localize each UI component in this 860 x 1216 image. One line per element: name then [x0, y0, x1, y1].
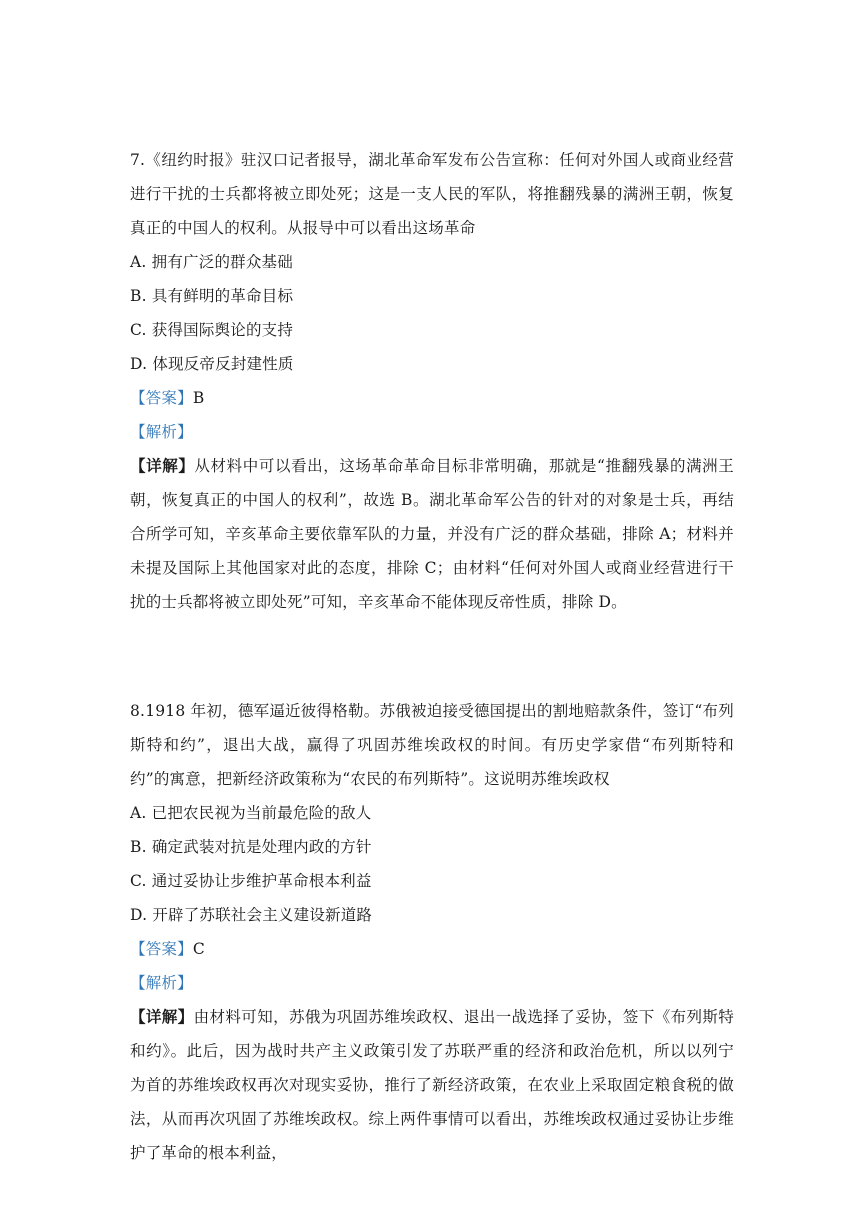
question-8-stem: 8.1918 年初，德军逼近彼得格勒。苏俄被迫接受德国提出的割地赔款条件，签订“布列斯特和约”，退出大战，赢得了巩固苏维埃政权的时间。有历史学家借“布列斯特和约”的寓意，把新经济政策称为“农民的布列斯特”。这说明苏维埃政权 — [130, 702, 734, 788]
question-7-option-c: C. 获得国际舆论的支持 — [130, 321, 294, 339]
answer-value: B — [192, 389, 205, 407]
document-page — [130, 143, 734, 1170]
question-8 — [130, 694, 734, 1170]
question-8-detail — [130, 1000, 734, 1170]
analysis-tag: 【解析】 — [130, 974, 193, 992]
question-7-stem: 7.《纽约时报》驻汉口记者报导，湖北革命军发布公告宣称：任何对外国人或商业经营进行干扰的士兵都将被立即处死；这是一支人民的军队，将推翻残暴的满洲王朝，恢复真正的中国人的权利。从报导中可以看出这场革命 — [130, 151, 734, 237]
question-7-detail — [130, 449, 734, 619]
question-gap — [130, 619, 734, 694]
question-7-option-a: A. 拥有广泛的群众基础 — [130, 253, 293, 271]
question-7-answer — [130, 381, 734, 415]
question-7-option-b: B. 具有鲜明的革命目标 — [130, 287, 294, 305]
analysis-tag: 【解析】 — [130, 423, 193, 441]
detail-text: 从材料中可以看出，这场革命革命目标非常明确，那就是“推翻残暴的满洲王朝，恢复真正的中国人的权利”，故选 B。湖北革命军公告的针对的对象是士兵，再结合所学可知，辛亥革命主要依靠军队的力量，并没有广泛的群众基础，排除 A；材料并未提及国际上其他国家对此的态度，排除 C；由材料“任何对外国人或商业经营进行干扰的士兵都将被立即处死”可知，辛亥革命不能体现反帝性质，排除 D。 — [130, 457, 734, 611]
question-7-option-d: D. 体现反帝反封建性质 — [130, 355, 294, 373]
question-8-option-b: B. 确定武装对抗是处理内政的方针 — [130, 838, 372, 856]
question-8-option-d: D. 开辟了苏联社会主义建设新道路 — [130, 906, 373, 924]
question-8-option-a: A. 已把农民视为当前最危险的敌人 — [130, 804, 372, 822]
detail-tag: 【详解】 — [130, 456, 195, 475]
question-8-option-c: C. 通过妥协让步维护革命根本利益 — [130, 872, 372, 890]
detail-tag: 【详解】 — [130, 1007, 194, 1026]
answer-tag: 【答案】 — [130, 389, 193, 407]
answer-tag: 【答案】 — [130, 940, 193, 958]
question-7 — [130, 143, 734, 619]
question-7-analysis — [130, 415, 734, 449]
detail-text: 由材料可知，苏俄为巩固苏维埃政权、退出一战选择了妥协，签下《布列斯特和约》。此后，因为战时共产主义政策引发了苏联严重的经济和政治危机，所以以列宁为首的苏维埃政权再次对现实妥协，推行了新经济政策，在农业上采取固定粮食税的做法，从而再次巩固了苏维埃政权。综上两件事情可以看出，苏维埃政权通过妥协让步维护了革命的根本利益， — [130, 1008, 734, 1162]
question-8-answer — [130, 932, 734, 966]
question-8-analysis — [130, 966, 734, 1000]
answer-value: C — [192, 940, 205, 958]
